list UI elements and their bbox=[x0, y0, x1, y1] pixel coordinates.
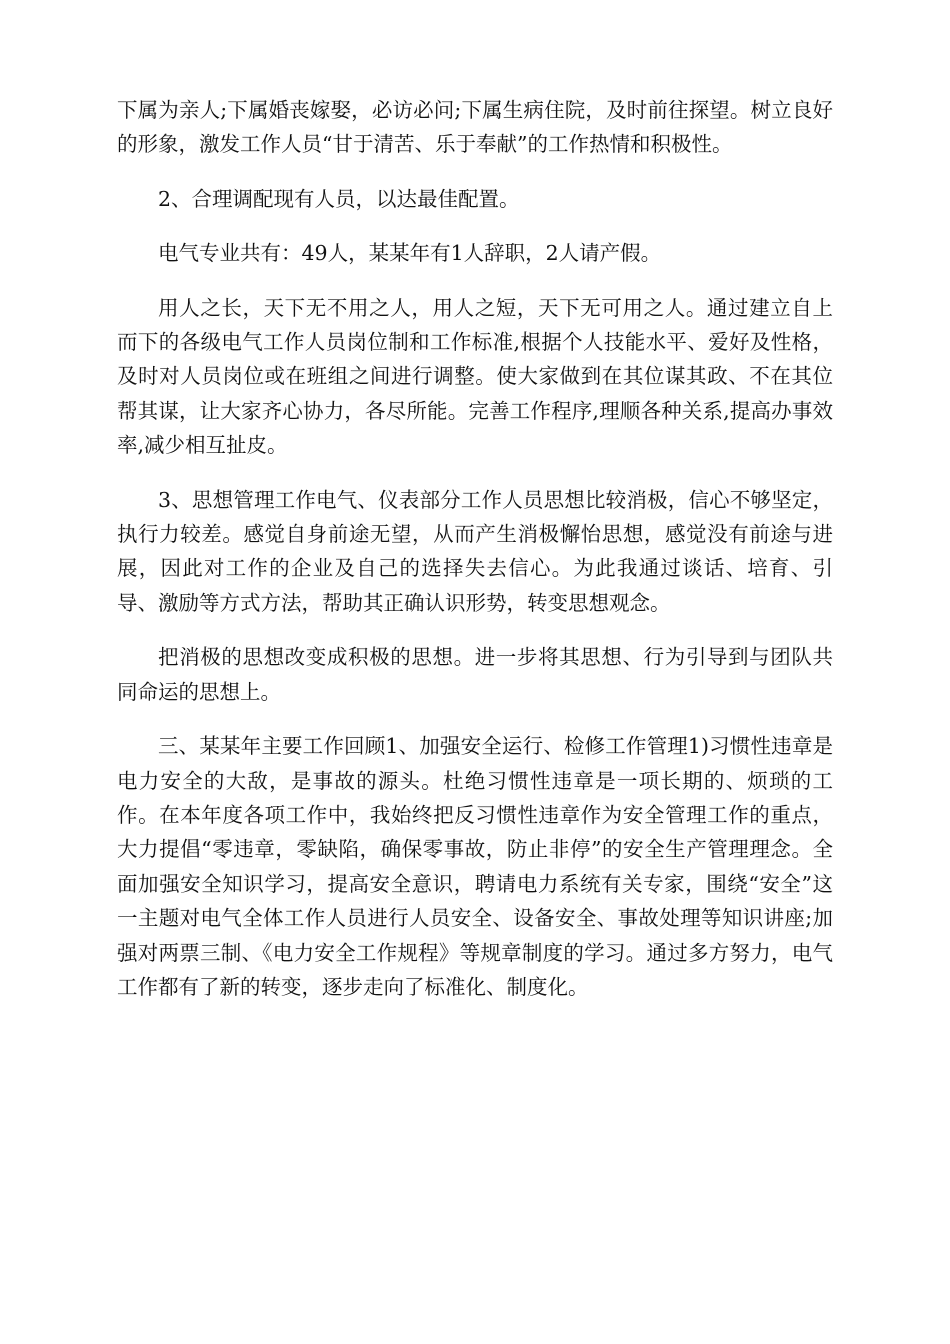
paragraph-1: 下属为亲人;下属婚丧嫁娶，必访必问;下属生病住院，及时前往探望。树立良好的形象，激发工作人员“甘于清苦、乐于奉献”的工作热情和积极性。 bbox=[117, 98, 833, 157]
document-body bbox=[117, 93, 833, 1024]
paragraph-6: 把消极的思想改变成积极的思想。进一步将其思想、行为引导到与团队共同命运的思想上。 bbox=[117, 645, 833, 704]
paragraph-2: 2、合理调配现有人员，以达最佳配置。 bbox=[158, 186, 520, 211]
paragraph-3: 电气专业共有：49人，某某年有1人辞职，2人请产假。 bbox=[158, 241, 662, 266]
paragraph-5: 3、思想管理工作电气、仪表部分工作人员思想比较消极，信心不够坚定，执行力较差。感觉自身前途无望，从而产生消极懈怡思想，感觉没有前途与进展，因此对工作的企业及自己的选择失去信心。为此我通过谈话、培育、引导、激励等方式方法，帮助其正确认识形势，转变思想观念。 bbox=[117, 487, 833, 615]
paragraph-7: 三、某某年主要工作回顾1、加强安全运行、检修工作管理1)习惯性违章是电力安全的大敌，是事故的源头。杜绝习惯性违章是一项长期的、烦琐的工作。在本年度各项工作中，我始终把反习惯性违章作为安全管理工作的重点，大力提倡“零违章，零缺陷，确保零事故，防止非停”的安全生产管理理念。全面加强安全知识学习，提高安全意识，聘请电力系统有关专家，围绕“安全”这一主题对电气全体工作人员进行人员安全、设备安全、事故处理等知识讲座;加强对两票三制、《电力安全工作规程》等规章制度的学习。通过多方努力，电气工作都有了新的转变，逐步走向了标准化、制度化。 bbox=[117, 734, 833, 999]
paragraph-4: 用人之长，天下无不用之人，用人之短，天下无可用之人。通过建立自上而下的各级电气工作人员岗位制和工作标准,根据个人技能水平、爱好及性格，及时对人员岗位或在班组之间进行调整。使大家做到在其位谋其政、不在其位帮其谋，让大家齐心协力，各尽所能。完善工作程序,理顺各种关系,提高办事效率,减少相互扯皮。 bbox=[117, 295, 833, 458]
